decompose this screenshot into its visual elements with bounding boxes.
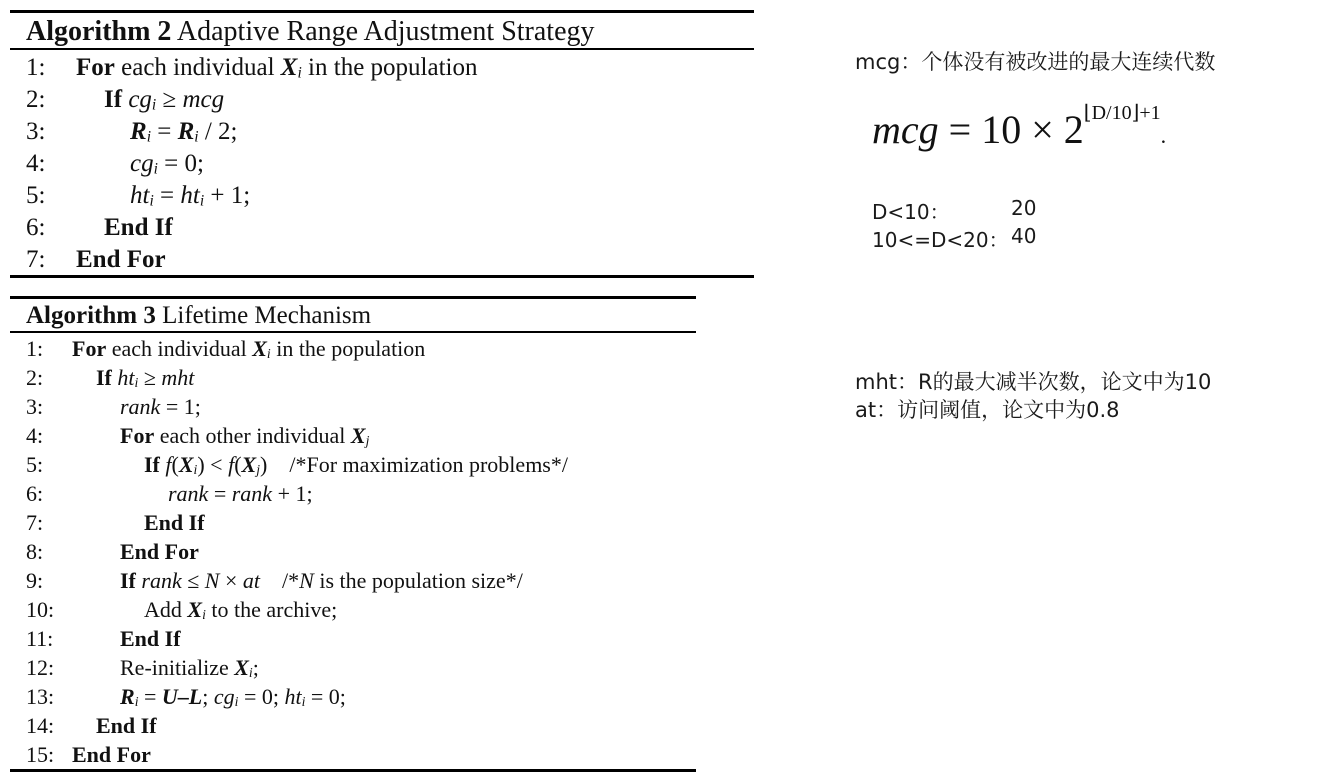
d-row: 10<=D<20： 40 (872, 224, 1037, 252)
title-rule (10, 331, 696, 333)
mht-definition: mht：R的最大减半次数，论文中为10 (855, 370, 1212, 394)
d-row: D<10： 20 (872, 196, 1037, 224)
top-rule (10, 10, 754, 13)
algorithm-2-box: Algorithm 2 Adaptive Range Adjustment Strategy 1: For each individual $X_i$ in the population 2: If $cg_i$ ≥ mcg 3: $R_i = R_i / 2$; 4: $cg_i = 0$; 5: $ht_i = ht_i + 1$; 6: End If 7: End For (10, 10, 754, 280)
mcg-formula: mcg = $10 \times 2^{⌊D/10⌋+1}$. (872, 102, 1167, 152)
top-rule (10, 296, 696, 299)
bottom-rule (10, 275, 754, 278)
mcg-definition: mcg：个体没有被改进的最大连续代数 (855, 50, 1216, 74)
algorithm-3-box: Algorithm 3 Lifetime Mechanism 1: For each individual $X_i$ in the population 2: If $ht_i$ ≥ mht 3: rank = 1; 4: For each other individual $X_j$ 5: If $f(X_i) < f(X_j)$ /*For maximization problems*/ 6: rank = rank + 1; 7: End If 8: End For 9: If rank ≤ N × at /*N is the population size*/ 10: Add $X_i$ to the archive; 11: End If 12: Re-initialize $X_i$; 13: $R_i = U-L$; $cg_i = 0$; $ht_i = 0$; 14: End If 15: End For (10, 296, 696, 774)
title-rule (10, 48, 754, 50)
bottom-rule (10, 769, 696, 772)
algorithm-3-title: Algorithm 3 Lifetime Mechanism (26, 302, 372, 329)
at-definition: at：访问阈值，论文中为0.8 (855, 398, 1120, 422)
algorithm-2-title: Algorithm 2 Adaptive Range Adjustment Strategy (26, 16, 595, 47)
